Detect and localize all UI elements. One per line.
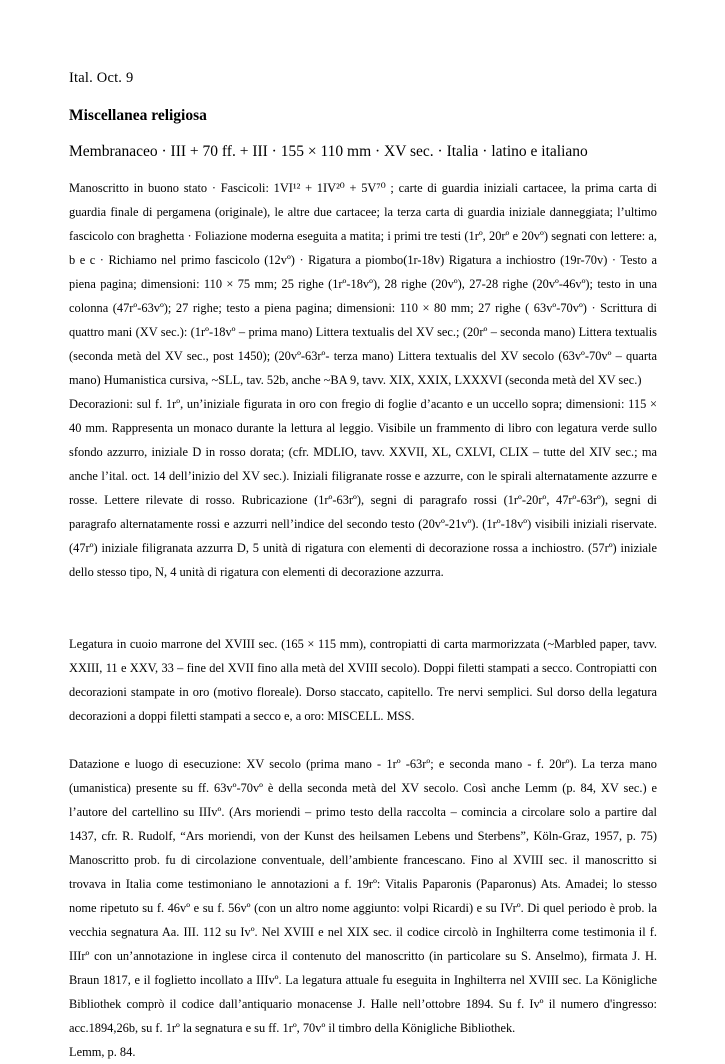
dating-paragraph: Datazione e luogo di esecuzione: XV secolo (prima mano - 1rº -63rº; e seconda mano - f. 20rº). La terza mano (umanistica) presente su ff. 63vº-70vº è della seconda metà del XV secolo. Così anche Lemm (p. 84, XV sec.) e l’autore del cartellino su IIIvº. (Ars moriendi – primo testo della raccolta – comincia a circolare solo a partire dal 1437, cfr. R. Rudolf, “Ars moriendi, von der Kunst des heilsamen Lebens und Sterbens”, Köln-Graz, 1957, p. 75) Manoscritto prob. fu di circolazione conventuale, dell’ambiente francescano. Fino al XVIII sec. il manoscritto si trovava in Italia come testimoniano le annotazioni a f. 19rº: Vitalis Paparonis (Paparonus) Ats. Amadei; lo stesso nome ripetuto su f. 46vº e su f. 56vº (con un altro nome aggiunto: volpi Ricardi) e su IVrº. Di quel periodo è prob. la vecchia segnatura Aa. III. 112 su Ivº. Nel XVIII e nel XIX sec. il codice circolò in Inghilterra come testimonia il f. IIIrº con un’annotazione in inglese circa il contenuto del manoscritto (in particolare su S. Anselmo), firmata J. H. Braun 1817, e il foglietto incollato a IIIvº. La legatura attuale fu eseguita in Inghilterra nel XVIII sec. La Königliche Bibliothek comprò il codice dall’antiquario monacense J. Halle nell’ottobre 1894. Su f. Ivº il numero d'ingresso: acc.1894,26b, su f. 1rº la segnatura e su ff. 1rº, 70vº il timbro della Königliche Bibliothek. [69,757,657,1035]
codicology-paragraph: Manoscritto in buono stato · Fascicoli: 1VI¹² + 1IV²⁰ + 5V⁷⁰ ; carte di guardia iniziali cartacee, la prima carta di guardia finale di pergamena (originale), le altre due cartacee; la terza carta di guardia iniziale danneggiata; l’ultimo fascicolo con braghetta · Foliazione moderna eseguita a matita; i primi tre testi (1rº, 20rº e 20vº) segnati con lettere: a, b e c · Richiamo nel primo fascicolo (12vº) · Rigatura a piombo(1r-18v) Rigatura a inchiostro (19r-70v) · Testo a piena pagina; dimensioni: 110 × 75 mm; 25 righe (1rº-18vº), 28 righe (20vº), 27-28 righe (20vº-46vº); testo in una colonna (47rº-63vº); 27 righe; testo a piena pagina; dimensioni: 110 × 80 mm; 27 righe ( 63vº-70vº) · Scrittura di quattro mani (XV sec.): (1rº-18vº – prima mano) Littera textualis del XV sec.; (20rº – seconda mano) Littera textualis (seconda metà del XV sec., post 1450); (20vº-63rº- terza mano) Littera textualis del XV secolo (63vº-70vº – quarta mano) Humanistica cursiva, ~SLL, tav. 52b, anche ~BA 9, tavv. XIX, XXIX, LXXXVI (seconda metà del XV sec.) [69,181,657,387]
binding-paragraph: Legatura in cuoio marrone del XVIII sec. (165 × 115 mm), contropiatti di carta marmorizzata (~Marbled paper, tavv. XXIII, 11 e XXV, 33 – fine del XVII fino alla metà del XVIII secolo). Doppi filetti stampati a secco. Contropiatti con decorazioni stampate in oro (motivo floreale). Dorso staccato, capitello. Tre nervi semplici. Sul dorso della legatura decorazioni a doppi filetti stampati a secco e, a oro: MISCELL. MSS. [69,637,657,723]
catalog-entry [69,66,657,1064]
bibliography-line: Lemm, p. 84. [69,1045,136,1059]
decoration-paragraph: Decorazioni: sul f. 1rº, un’iniziale figurata in oro con fregio di foglie d’acanto e un uccello sopra; dimensioni: 115 × 40 mm. Rappresenta un monaco durante la lettura al leggio. Visibile un frammento di libro con legatura verde sullo sfondo azzurro, iniziale D in rosso dorata; (cfr. MDLIO, tavv. XXVII, XL, CXLVI, CLIX – tutte del XIV sec.; ma anche l’ital. oct. 14 dell’inizio del XV sec.). Iniziali filigranate rosse e azzurre, con le spirali alternatamente azzurre e rosse. Lettere rilevate di rosso. Rubricazione (1rº-63rº), segni di paragrafo rossi (1rº-20rº, 47rº-63rº), segni di paragrafo alternatamente rossi e azzurri nell’indice del secondo testo (20vº-21vº). (1rº-18vº) visibili iniziali riservate. (47rº) iniziale filigranata azzurra D, 5 unità di rigatura con elementi di decorazione rossa a inchiostro. (57rº) iniziale dello stesso tipo, N, 4 unità di rigatura con elementi di decorazione azzurra. [69,397,657,579]
physical-summary: Membranaceo · III + 70 ff. + III · 155 × 110 mm · XV sec. · Italia · latino e italiano [69,143,588,160]
shelfmark: Ital. Oct. 9 [69,70,134,86]
entry-title: Miscellanea religiosa [69,107,207,124]
